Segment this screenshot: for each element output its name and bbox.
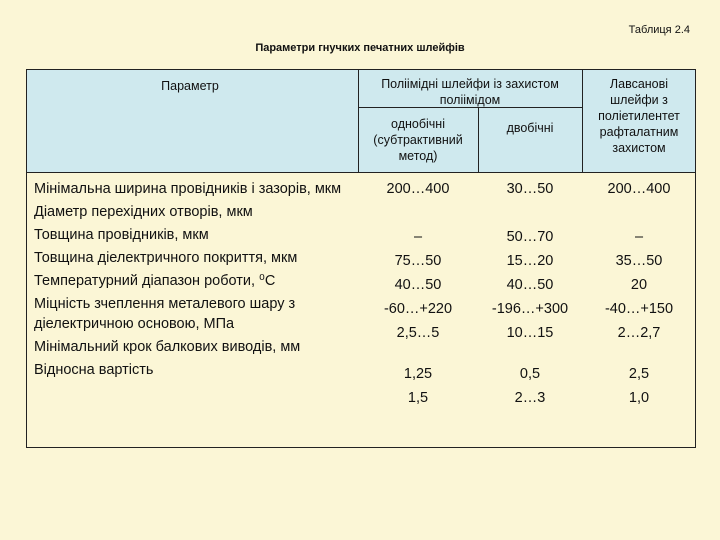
column-one-sided-values [360,179,476,410]
value-cell: 2…3 [514,390,546,406]
value-cell: 40…50 [506,277,554,293]
value-cell: 30…50 [506,181,554,197]
param-relative-cost: Відносна вартість [34,362,154,378]
value-cell: 1,0 [628,390,650,406]
column-divider [582,70,583,173]
value-cell: 200…400 [386,181,450,197]
param-via-diameter: Діаметр перехідних отворів, мкм [34,204,253,220]
value-cell: – [413,229,423,245]
value-cell: -40…+150 [604,301,674,317]
value-cell: 1,25 [403,366,433,382]
value-cell: 75…50 [394,253,442,269]
column-lavsan-values [584,179,694,410]
value-cell: – [634,229,644,245]
param-conductor-thickness: Товщина провідників, мкм [34,227,209,243]
table-number-label: Таблиця 2.4 [628,24,690,36]
header-two-sided: двобічні [506,121,554,135]
value-cell: 50…70 [506,229,554,245]
value-cell: 20 [630,277,648,293]
value-cell: 10…15 [506,325,554,341]
param-adhesion-strength: Міцність зчеплення металевого шару з діелектричною основою, МПа [34,296,296,332]
header-lavsan: Лавсанові шлейфи з поліетилентет рафталатним захистом [598,77,680,155]
value-cell: 1,5 [407,390,429,406]
header-one-sided: однобічні (субтрактивний метод) [373,117,463,163]
header-parameter: Параметр [161,79,219,93]
value-cell: 2,5…5 [396,325,440,341]
value-cell: 2,5 [628,366,650,382]
value-cell: 40…50 [394,277,442,293]
value-cell: 2…2,7 [617,325,661,341]
value-cell: 15…20 [506,253,554,269]
parameter-list [34,179,352,380]
param-temperature-range: Температурний діапазон роботи, ⁰С [34,273,276,289]
value-cell: -196…+300 [491,301,569,317]
param-lead-pitch: Мінімальний крок балкових виводів, мм [34,339,301,355]
value-cell: 0,5 [519,366,541,382]
header-polyimide: Поліімідні шлейфи із захистом поліімідом [381,77,559,107]
value-cell: 35…50 [615,253,663,269]
column-two-sided-values [480,179,580,410]
header-bottom-rule [27,172,695,173]
param-min-width: Мінімальна ширина провідників і зазорів, мкм [34,181,342,197]
table-caption: Параметри гнучких печатних шлейфів [255,42,465,54]
column-divider [478,107,479,173]
value-cell: 200…400 [607,181,671,197]
param-coating-thickness: Товщина діелектричного покриття, мкм [34,250,298,266]
value-cell: -60…+220 [383,301,453,317]
column-divider [358,70,359,173]
